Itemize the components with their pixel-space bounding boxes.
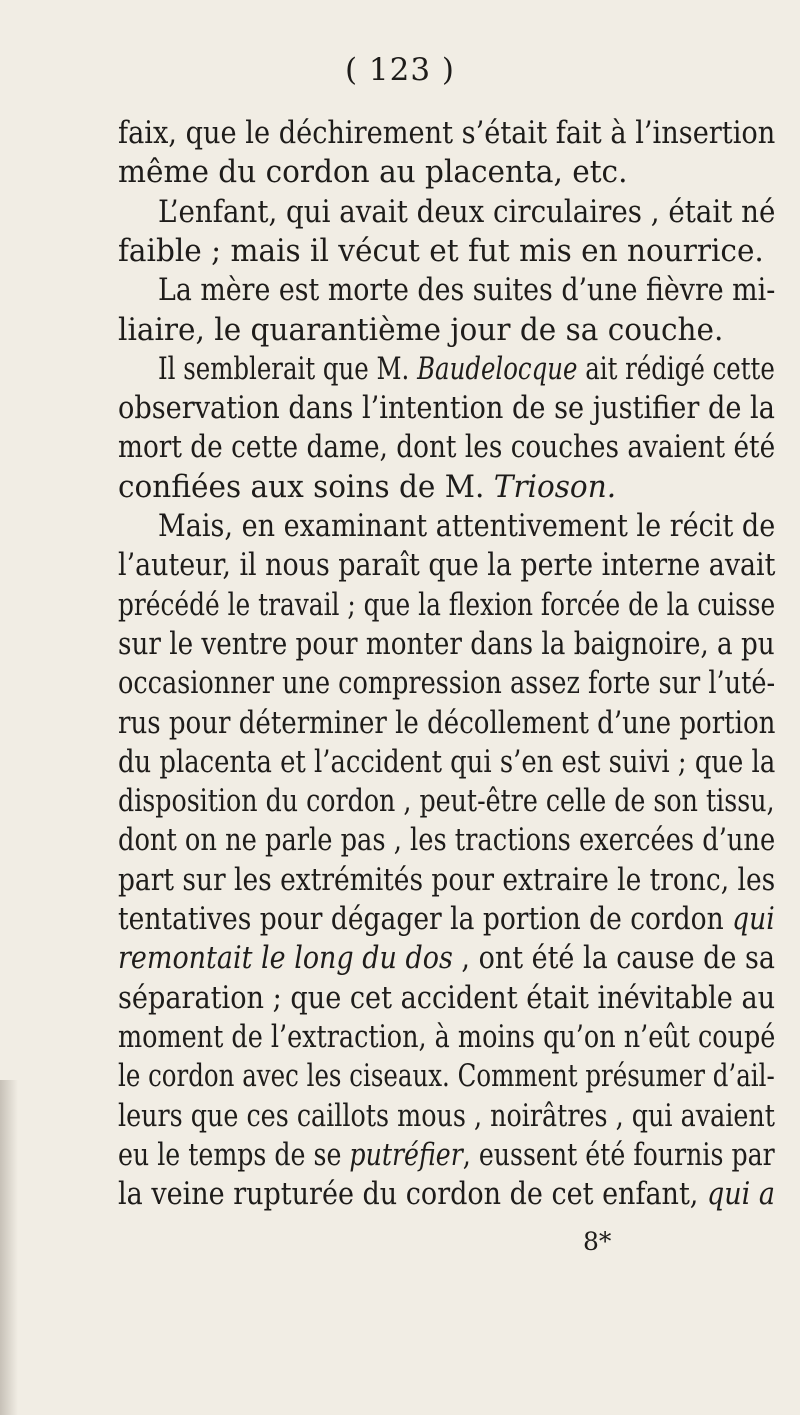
text-run: occasionner une compression assez forte sur l’uté- [118,665,776,702]
text-line [118,1136,775,1173]
text-line [118,311,775,348]
text-run: le cordon avec les ciseaux. Comment présumer d’ail- [118,1058,775,1095]
text-run: Il semblerait que M. [158,350,418,387]
text-line [118,547,776,584]
text-line [118,586,776,623]
text-line [158,272,776,309]
text-line [118,154,775,191]
text-line [158,193,776,230]
italic-text: remontait le long du dos [118,940,453,977]
text-line [118,822,776,859]
text-run: Mais, en examinant attentivement le récit de [158,508,776,544]
text-run: dont on ne parle pas , les tractions exercées d’une [118,822,776,859]
text-run: , eussent été fournis par [462,1136,775,1173]
text-line [118,979,776,1016]
italic-text: putréfier [349,1136,463,1173]
text-line [118,390,775,427]
text-run: sur le ventre pour monter dans la baignoire, a pu [118,625,775,662]
text-line [118,743,776,780]
text-run: observation dans l’intention de se justifier de la [118,390,775,427]
text-line [118,665,776,702]
text-run: l’auteur, il nous paraît que la perte interne avait [118,547,776,584]
signature-mark: 8* [583,1227,612,1256]
page-number: ( 123 ) [344,52,456,88]
italic-text: Baudelocque [417,350,578,387]
italic-text: Trioson. [493,468,617,505]
text-line [158,350,775,387]
text-line [118,232,775,269]
text-run: La mère est morte des suites d’une fièvre mi- [158,272,776,309]
italic-text: qui [732,901,775,937]
text-run: , ont été la cause de sa [452,940,775,977]
text-run: mort de cette dame, dont les couches avaient été [118,429,776,466]
text-line [118,468,775,505]
text-line [118,115,776,151]
text-run: leurs que ces caillots mous , noirâtres , qui avaient [118,1097,775,1134]
text-line [118,429,776,466]
text-run: moment de l’extraction, à moins qu’on n’eût coupé [118,1018,776,1055]
text-run: ait rédigé cette [577,350,775,387]
text-run: faible ; mais il vécut et fut mis en nourrice. [118,232,764,269]
text-run: confiées aux soins de M. [118,468,494,505]
text-line [118,901,775,937]
text-line [118,1097,775,1134]
text-line [118,1176,776,1213]
page-edge-shadow [0,1080,18,1415]
text-line [118,783,775,820]
text-run: la veine rupturée du cordon de cet enfant, [118,1176,707,1213]
text-line [118,940,775,977]
text-run: faix, que le déchirement s’était fait à l’insertion [118,115,776,151]
text-run: même du cordon au placenta, etc. [118,154,628,191]
text-line [118,1058,775,1095]
text-run: du placenta et l’accident qui s’en est suivi ; que la [118,743,776,780]
text-line [118,625,775,662]
text-run: liaire, le quarantième jour de sa couche. [118,311,724,348]
text-run: tentatives pour dégager la portion de cordon [118,901,733,937]
text-run: L’enfant, qui avait deux circulaires , était né [158,193,776,230]
text-line [118,704,776,741]
text-line [158,508,776,544]
italic-text: qui a [706,1176,776,1213]
text-run: séparation ; que cet accident était inévitable au [118,979,776,1016]
text-run: part sur les extrémités pour extraire le tronc, les [118,861,776,898]
text-run: eu le temps de se [118,1136,350,1173]
text-run: précédé le travail ; que la flexion forcée de la cuisse [118,586,776,623]
text-line [118,861,776,898]
text-run: disposition du cordon , peut-être celle de son tissu, [118,783,775,820]
text-run: rus pour déterminer le décollement d’une portion [118,704,776,741]
text-line [118,1018,776,1055]
